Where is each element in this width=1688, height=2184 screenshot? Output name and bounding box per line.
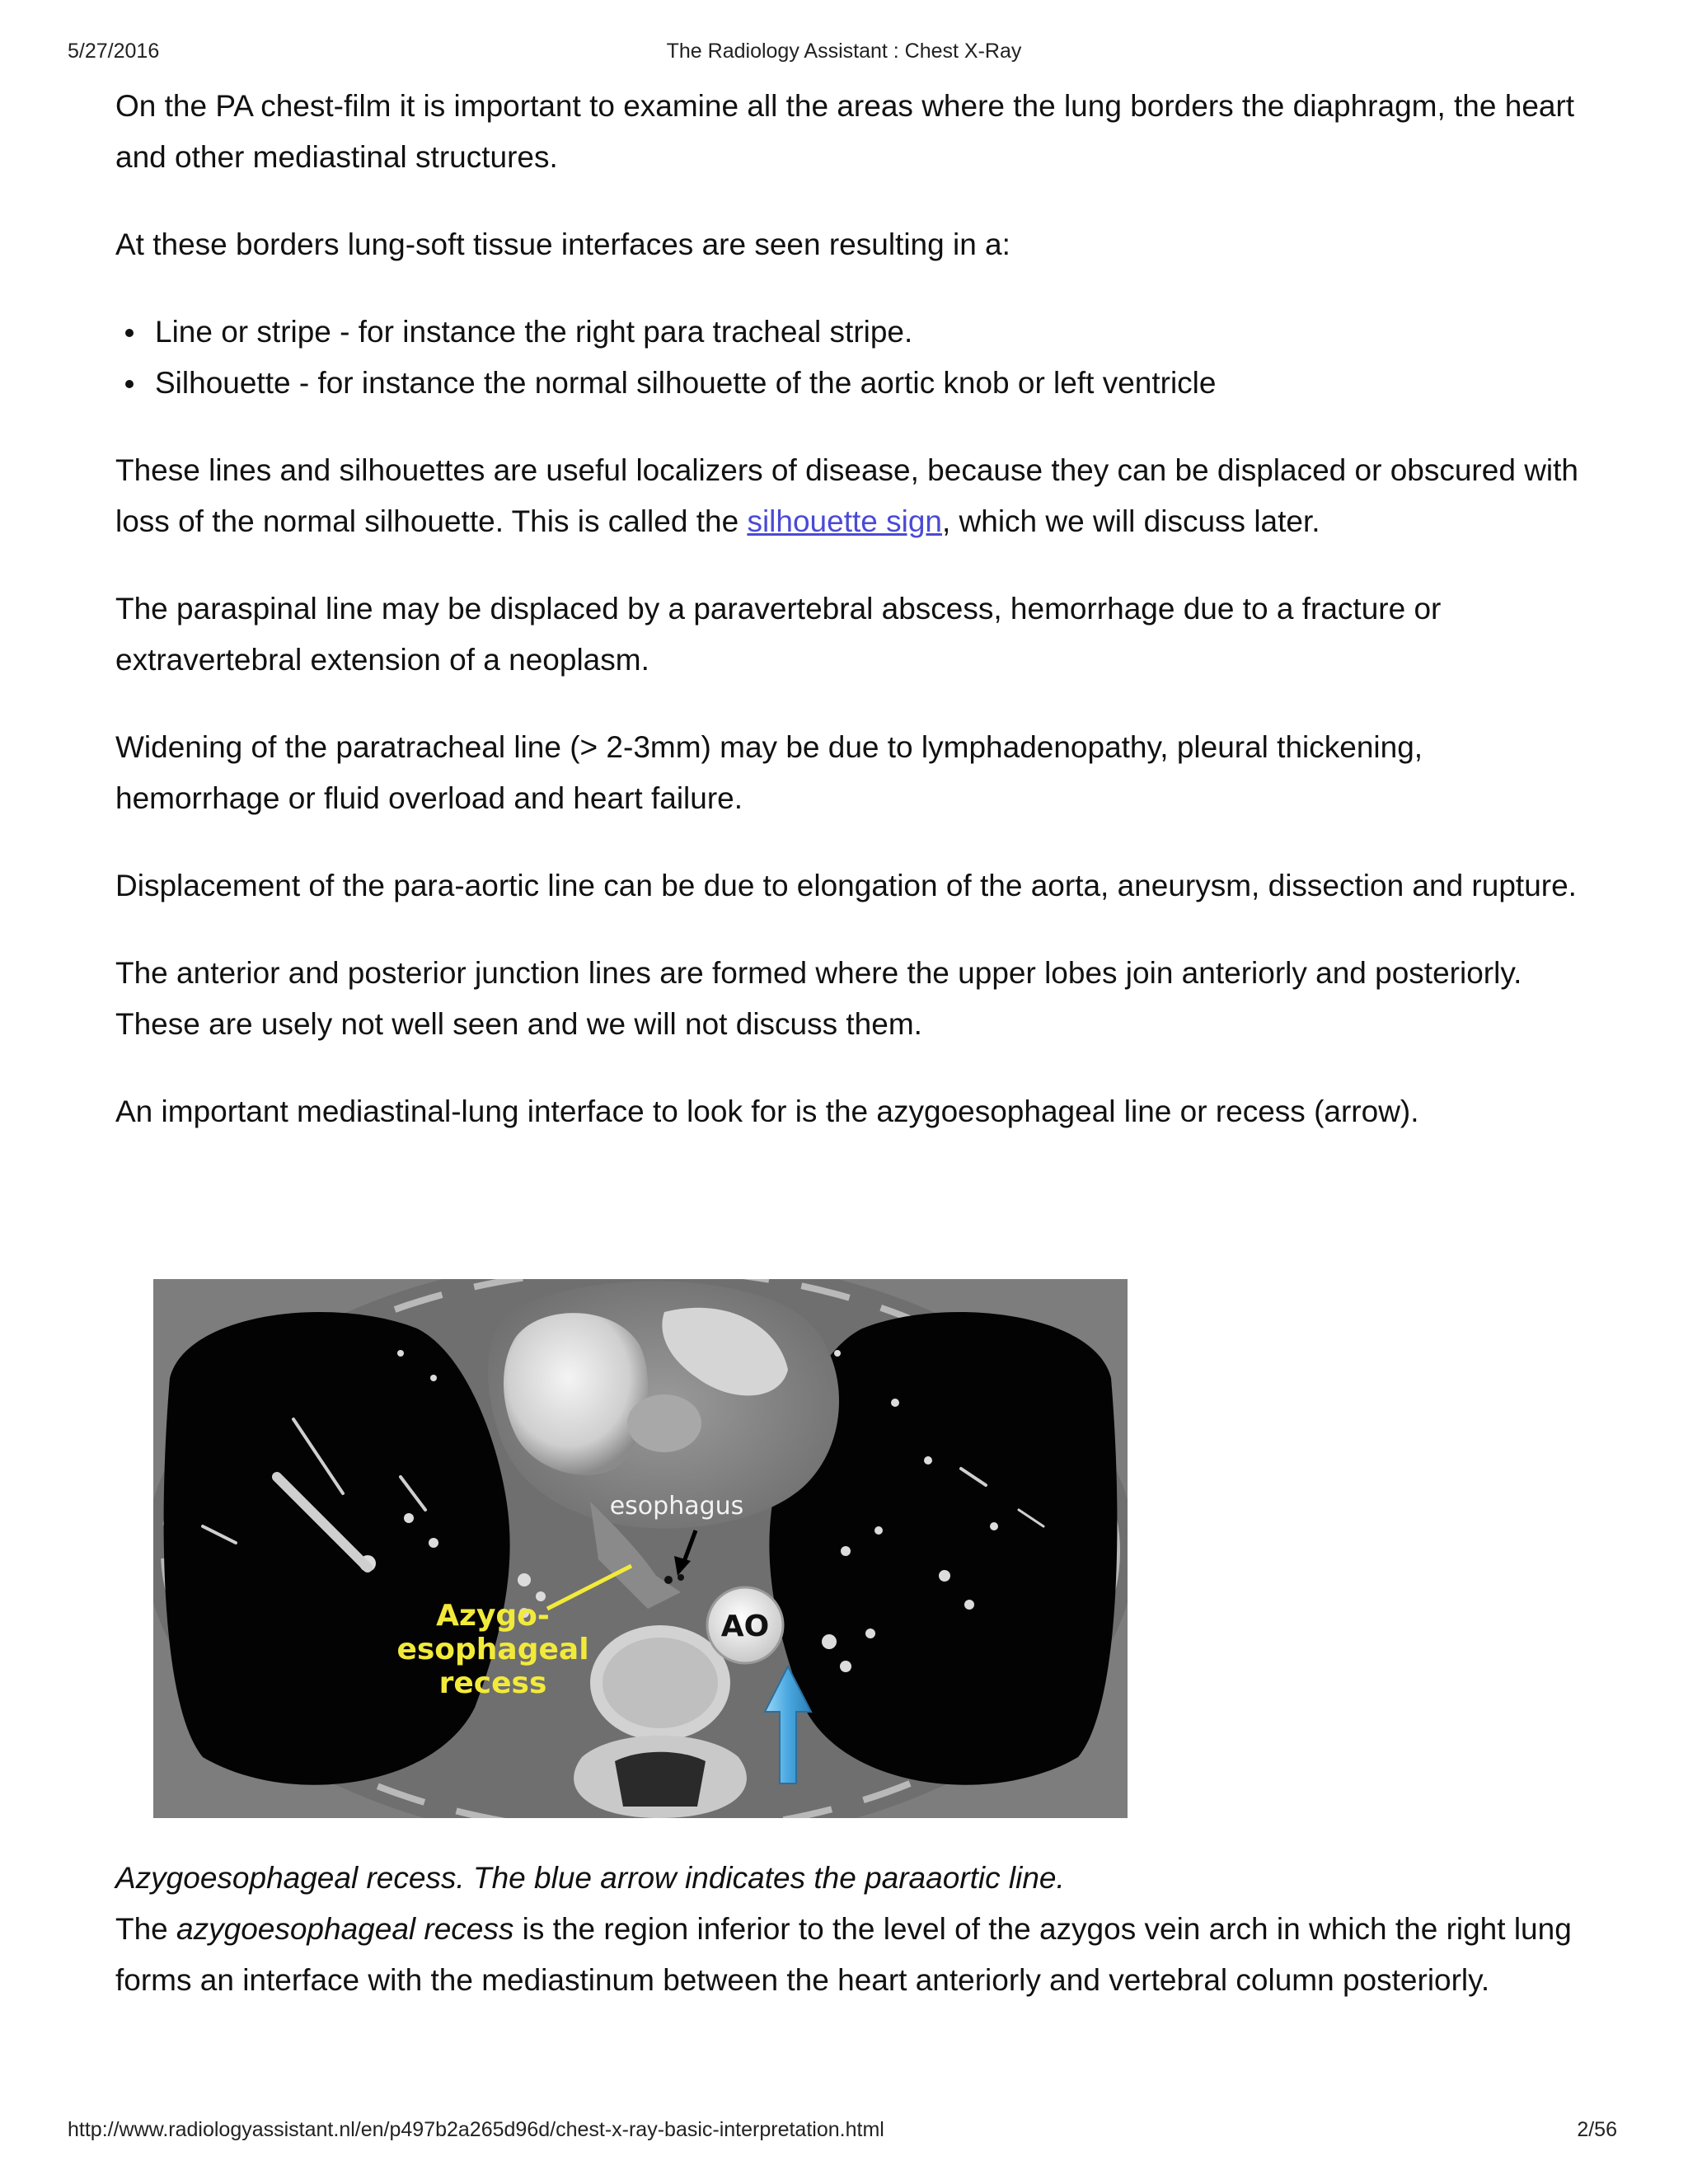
bullet-list [115,307,1582,409]
article-body [115,81,1582,1174]
label-recess-line-2: esophageal [396,1633,589,1666]
paragraph-paratracheal: Widening of the paratracheal line (> 2-3mm) may be due to lymphadenopathy, pleural thickening, hemorrhage or fluid overload and heart failure. [115,730,1423,815]
paragraph-azygoesophageal: An important mediastinal-lung interface to look for is the azygoesophageal line or recess (arrow). [115,1094,1419,1128]
ct-scan-image [153,1279,1128,1818]
figure-caption-block [115,1853,1582,2006]
list-item: Silhouette - for instance the normal silhouette of the aortic knob or left ventricle [155,358,1582,409]
label-esophagus: esophagus [609,1492,744,1521]
paragraph-interfaces: At these borders lung-soft tissue interfaces are seen resulting in a: [115,227,1010,261]
paragraph-text: The [115,1912,177,1946]
figure-caption: Azygoesophageal recess. The blue arrow indicates the paraaortic line. [115,1861,1065,1895]
label-recess-line-1: Azygo- [436,1599,550,1633]
paragraph-text: is the region inferior to the level of the azygos vein arch in which the right lung forms an interface with the mediastinum between the heart anteriorly and vertebral column posteriorly. [115,1912,1572,1997]
footer-page-number: 2/56 [1577,2118,1617,2141]
paragraph-pa-film: On the PA chest-film it is important to examine all the areas where the lung borders the diaphragm, the heart and other mediastinal structures. [115,89,1575,174]
italic-term: azygoesophageal recess [176,1912,514,1946]
footer-url: http://www.radiologyassistant.nl/en/p497b2a265d96d/chest-x-ray-basic-interpretation.html [68,2118,884,2141]
label-recess-line-3: recess [438,1666,547,1700]
paragraph-recess-definition [115,1904,1582,2006]
paragraph-text: , which we will discuss later. [941,504,1320,538]
paragraph-para-aortic: Displacement of the para-aortic line can be due to elongation of the aorta, aneurysm, dissection and rupture. [115,869,1577,902]
header-date: 5/27/2016 [68,40,160,63]
paragraph-paraspinal: The paraspinal line may be displaced by a paravertebral abscess, hemorrhage due to a fracture or extravertebral extension of a neoplasm. [115,592,1442,677]
list-item: Line or stripe - for instance the right para tracheal stripe. [155,307,1582,358]
paragraph-text: These lines and silhouettes are useful localizers of disease, because they can be displaced or obscured with loss of the normal silhouette. This is called the [115,453,1578,538]
header-title: The Radiology Assistant : Chest X-Ray [666,40,1022,63]
silhouette-sign-link[interactable]: silhouette sign [747,504,942,538]
label-ao: AO [720,1610,770,1643]
paragraph-junction-lines: The anterior and posterior junction lines are formed where the upper lobes join anteriorly and posteriorly. These are usely not well seen and we will not discuss them. [115,956,1522,1041]
ct-figure [153,1279,1128,1818]
paragraph-silhouette [115,445,1582,547]
